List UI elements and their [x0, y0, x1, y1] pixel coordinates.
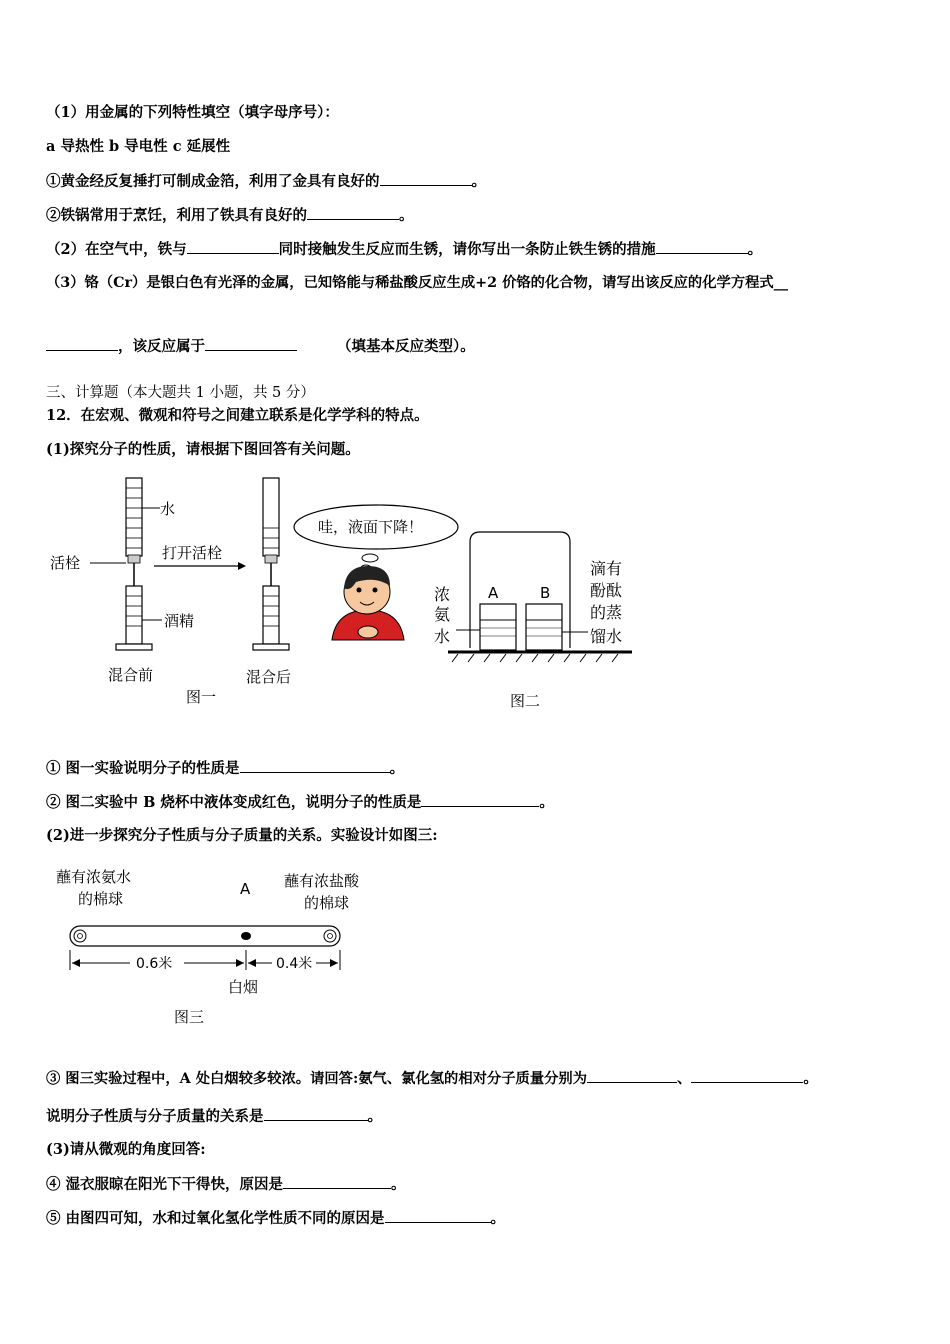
right-label-1: 滴有: [590, 559, 623, 578]
distance-left: 0.6米: [136, 956, 173, 972]
answer-2-end: 。: [539, 794, 554, 811]
answer-blank[interactable]: [656, 239, 748, 254]
answer-blank[interactable]: [691, 1068, 803, 1083]
answer-blank[interactable]: [587, 1068, 677, 1083]
distance-right: 0.4米: [276, 956, 313, 972]
caption-fig2: 图二: [510, 692, 541, 710]
q2-text-pre: （2）在空气中，铁与: [46, 241, 187, 258]
answer-blank[interactable]: [385, 1208, 491, 1223]
answer-blank[interactable]: [380, 171, 472, 186]
speech-bubble: [294, 505, 458, 571]
right-cotton-label-top: 蘸有浓盐酸: [284, 872, 360, 890]
q3-text-end: （填基本反应类型）。: [337, 338, 475, 355]
label-open-stopcock: 打开活栓: [162, 544, 223, 562]
boy-illustration: [332, 566, 404, 640]
q2-text-mid: 同时接触发生反应而生锈，请你写出一条防止铁生锈的措施: [278, 241, 656, 258]
beaker-b: [526, 604, 562, 650]
label-water: 水: [160, 500, 176, 518]
answer-2: [46, 792, 554, 813]
answer-3-text: ③ 图三实验过程中，A 处白烟较多较浓。请回答:氨气、氯化氢的相对分子质量分别为: [46, 1071, 588, 1087]
left-cotton-label-bottom: 的棉球: [78, 890, 124, 908]
glass-tube: [70, 926, 340, 946]
answer-1: [46, 758, 404, 779]
beaker-a: [480, 604, 516, 650]
label-a-fig3: A: [240, 880, 251, 898]
answer-3-line2: [46, 1106, 382, 1127]
burette-before: [90, 478, 162, 650]
part-2: (2)进一步探究分子性质与分子质量的关系。实验设计如图三:: [46, 827, 438, 844]
right-label-2: 酚酞: [590, 581, 623, 600]
q3-line1: （3）铬（Cr）是银白色有光泽的金属，已知铬能与稀盐酸反应生成+2 价铬的化合物，请写出该反应的化学方程式__: [46, 275, 789, 291]
section-title: 三、计算题（本大题共 1 小题，共 5 分）: [46, 385, 315, 401]
label-white-smoke: 白烟: [228, 978, 259, 996]
answer-3-sep: 、: [677, 1071, 692, 1087]
right-cotton-label-bottom: 的棉球: [304, 894, 350, 912]
answer-2-text: ② 图二实验中 B 烧杯中液体变成红色，说明分子的性质是: [46, 794, 422, 811]
q1-item1-text: ①黄金经反复捶打可制成金箔，利用了金具有良好的: [46, 173, 380, 190]
caption-fig1: 图一: [186, 688, 217, 706]
label-b-fig2: B: [540, 584, 551, 602]
q1-item1-end: 。: [471, 173, 486, 190]
q1-item1: [46, 171, 486, 192]
answer-3: [46, 1068, 818, 1089]
answer-blank[interactable]: [421, 792, 539, 807]
label-before: 混合前: [108, 666, 154, 684]
answer-blank[interactable]: [46, 336, 118, 351]
answer-blank[interactable]: [187, 239, 279, 254]
answer-1-text: ① 图一实验说明分子的性质是: [46, 760, 240, 777]
left-label-2: 氨: [434, 605, 451, 624]
figure-3: [0, 862, 950, 1032]
answer-3-line2-end: 。: [367, 1108, 382, 1125]
q1-intro: （1）用金属的下列特性填空（填字母序号）：: [46, 104, 339, 121]
answer-4: [46, 1174, 406, 1195]
part-3: (3)请从微观的角度回答:: [46, 1141, 206, 1158]
answer-5-end: 。: [490, 1210, 506, 1227]
answer-5-text: ⑤ 由图四可知，水和过氧化氢化学性质不同的原因是: [46, 1210, 385, 1227]
arrow-right-icon: [154, 562, 246, 570]
answer-4-text: ④ 湿衣服晾在阳光下干得快，原因是: [46, 1176, 284, 1193]
answer-blank[interactable]: [283, 1174, 391, 1189]
q3-line2: [46, 336, 475, 357]
burette-after: [253, 478, 289, 650]
right-label-3: 的蒸: [590, 603, 623, 622]
answer-4-end: 。: [391, 1176, 406, 1193]
answer-blank[interactable]: [264, 1106, 368, 1121]
label-a-fig2: A: [488, 584, 499, 602]
answer-3-line2-text: 说明分子性质与分子质量的关系是: [46, 1108, 264, 1125]
q1-options: a 导热性 b 导电性 c 延展性: [46, 138, 231, 155]
q2-text-end: 。: [747, 241, 763, 258]
label-after: 混合后: [246, 668, 292, 686]
right-label-4: 馏水: [590, 627, 623, 646]
left-label-3: 水: [434, 627, 451, 646]
label-stopcock: 活栓: [50, 554, 81, 572]
left-cotton-label-top: 蘸有浓氨水: [56, 868, 132, 886]
q1-item2-text: ②铁锅常用于烹饪，利用了铁具有良好的: [46, 207, 307, 224]
q3-text-mid: ，该反应属于: [118, 338, 205, 355]
q1-item2-end: 。: [399, 207, 414, 224]
left-label-1: 浓: [434, 585, 451, 604]
answer-5: [46, 1208, 505, 1229]
answer-blank[interactable]: [205, 336, 297, 351]
bubble-text: 哇，液面下降！: [318, 518, 424, 536]
question-12: 12．在宏观、微观和符号之间建立联系是化学学科的特点。: [46, 407, 429, 424]
q2-line: [46, 239, 762, 260]
caption-fig3: 图三: [174, 1008, 205, 1026]
label-alcohol: 酒精: [164, 612, 195, 630]
answer-1-end: 。: [389, 760, 405, 777]
q1-item2: [46, 205, 414, 226]
figure-1-2: [0, 470, 950, 730]
part-1: (1)探究分子的性质，请根据下图回答有关问题。: [46, 441, 360, 458]
answer-3-end: 。: [803, 1071, 818, 1087]
answer-blank[interactable]: [307, 205, 399, 220]
answer-blank[interactable]: [240, 758, 390, 773]
